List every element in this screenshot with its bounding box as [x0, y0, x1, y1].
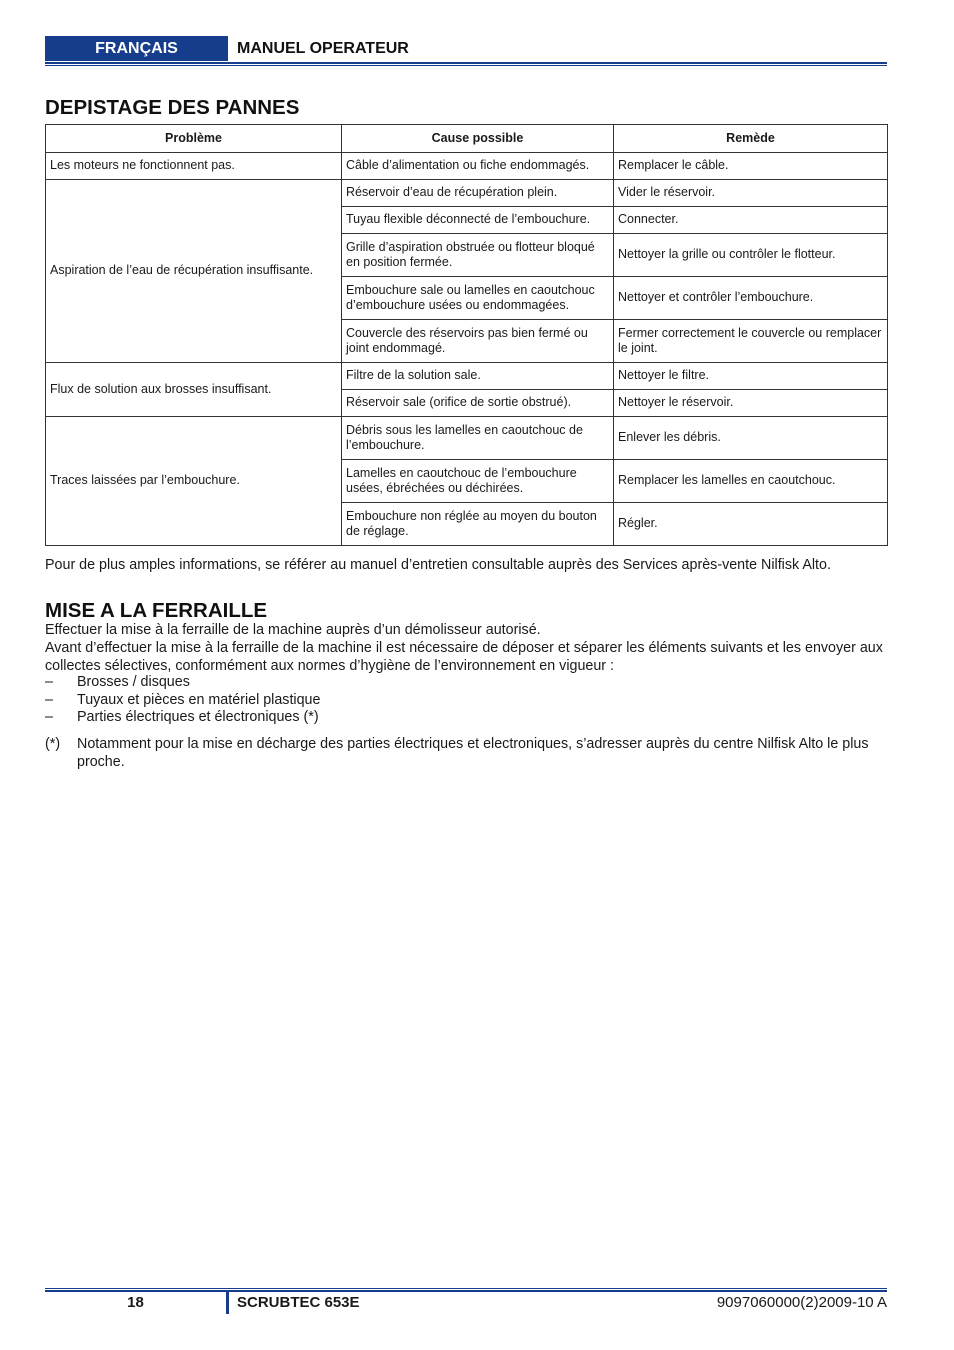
remedy-cell: Connecter.: [614, 207, 888, 234]
scrapping-paragraph-2: Avant d’effectuer la mise à la ferraille de la machine il est nécessaire de déposer et séparer les éléments suivants et les envoyer aux collectes sélectives, conformément aux normes d’hygiène de l’environnement en vigueur :: [45, 640, 883, 674]
cause-cell: Embouchure sale ou lamelles en caoutchouc d’embouchure usées ou endommagées.: [342, 277, 614, 320]
list-item: [45, 709, 887, 727]
troubleshooting-table: [45, 124, 888, 546]
cause-cell: Réservoir d’eau de récupération plein.: [342, 180, 614, 207]
scrapping-list: [45, 674, 887, 727]
table-row: [46, 417, 888, 460]
cause-cell: Lamelles en caoutchouc de l’embouchure usées, ébréchées ou déchirées.: [342, 460, 614, 503]
footnote-mark: (*): [45, 736, 61, 752]
remedy-cell: Enlever les débris.: [614, 417, 888, 460]
list-item-text: Brosses / disques: [77, 674, 190, 690]
cause-cell: Câble d’alimentation ou fiche endommagés.: [342, 153, 614, 180]
cause-cell: Tuyau flexible déconnecté de l’embouchure.: [342, 207, 614, 234]
model-name: SCRUBTEC 653E: [237, 1294, 360, 1311]
table-header-row: [46, 125, 888, 153]
cause-cell: Couvercle des réservoirs pas bien fermé ou joint endommagé.: [342, 320, 614, 363]
list-item: [45, 674, 887, 692]
cause-cell: Réservoir sale (orifice de sortie obstrué).: [342, 390, 614, 417]
footer-rule: [45, 1290, 887, 1292]
remedy-cell: Régler.: [614, 503, 888, 546]
cause-cell: Grille d’aspiration obstruée ou flotteur bloqué en position fermée.: [342, 234, 614, 277]
problem-cell: Aspiration de l’eau de récupération insuffisante.: [46, 180, 342, 363]
list-item: [45, 692, 887, 710]
footnote-text: Notamment pour la mise en décharge des parties électriques et electroniques, s’adresser auprès du centre Nilfisk Alto le plus proche.: [77, 736, 869, 770]
column-header-remedy: Remède: [614, 125, 888, 153]
footnote: [45, 735, 887, 771]
page-number: 18: [127, 1294, 144, 1311]
remedy-cell: Nettoyer le filtre.: [614, 363, 888, 390]
section-heading-scrapping: MISE A LA FERRAILLE: [45, 599, 268, 622]
column-header-cause: Cause possible: [342, 125, 614, 153]
document-code: 9097060000(2)2009-10 A: [716, 1294, 887, 1311]
remedy-cell: Vider le réservoir.: [614, 180, 888, 207]
problem-cell: Flux de solution aux brosses insuffisant.: [46, 363, 342, 417]
cause-cell: Embouchure non réglée au moyen du bouton de réglage.: [342, 503, 614, 546]
list-dash: –: [45, 709, 53, 725]
remedy-cell: Fermer correctement le couvercle ou remplacer le joint.: [614, 320, 888, 363]
section-heading-troubleshooting: DEPISTAGE DES PANNES: [45, 96, 300, 119]
remedy-cell: Remplacer les lamelles en caoutchouc.: [614, 460, 888, 503]
header-rule-thin: [45, 65, 887, 66]
list-item-text: Parties électriques et électroniques (*): [77, 709, 319, 725]
cause-cell: Débris sous les lamelles en caoutchouc de l’embouchure.: [342, 417, 614, 460]
problem-cell: Les moteurs ne fonctionnent pas.: [46, 153, 342, 180]
language-badge: FRANÇAIS: [45, 36, 228, 61]
column-header-problem: Problème: [46, 125, 342, 153]
remedy-cell: Remplacer le câble.: [614, 153, 888, 180]
table-row: [46, 363, 888, 390]
more-info-paragraph: Pour de plus amples informations, se référer au manuel d’entretien consultable auprès des Services après-vente Nilfisk Alto.: [45, 557, 831, 573]
cause-cell: Filtre de la solution sale.: [342, 363, 614, 390]
list-dash: –: [45, 674, 53, 690]
header-rule: [45, 62, 887, 64]
table-row: [46, 153, 888, 180]
footer-rule-thin: [45, 1288, 887, 1289]
remedy-cell: Nettoyer et contrôler l’embouchure.: [614, 277, 888, 320]
scrapping-paragraph-1: Effectuer la mise à la ferraille de la machine auprès d’un démolisseur autorisé.: [45, 622, 541, 638]
manual-title: MANUEL OPERATEUR: [237, 39, 409, 57]
list-dash: –: [45, 691, 53, 708]
list-item-text: Tuyaux et pièces en matériel plastique: [77, 691, 321, 708]
remedy-cell: Nettoyer le réservoir.: [614, 390, 888, 417]
remedy-cell: Nettoyer la grille ou contrôler le flotteur.: [614, 234, 888, 277]
footer-divider: [226, 1292, 229, 1314]
table-row: [46, 180, 888, 207]
problem-cell: Traces laissées par l’embouchure.: [46, 417, 342, 546]
